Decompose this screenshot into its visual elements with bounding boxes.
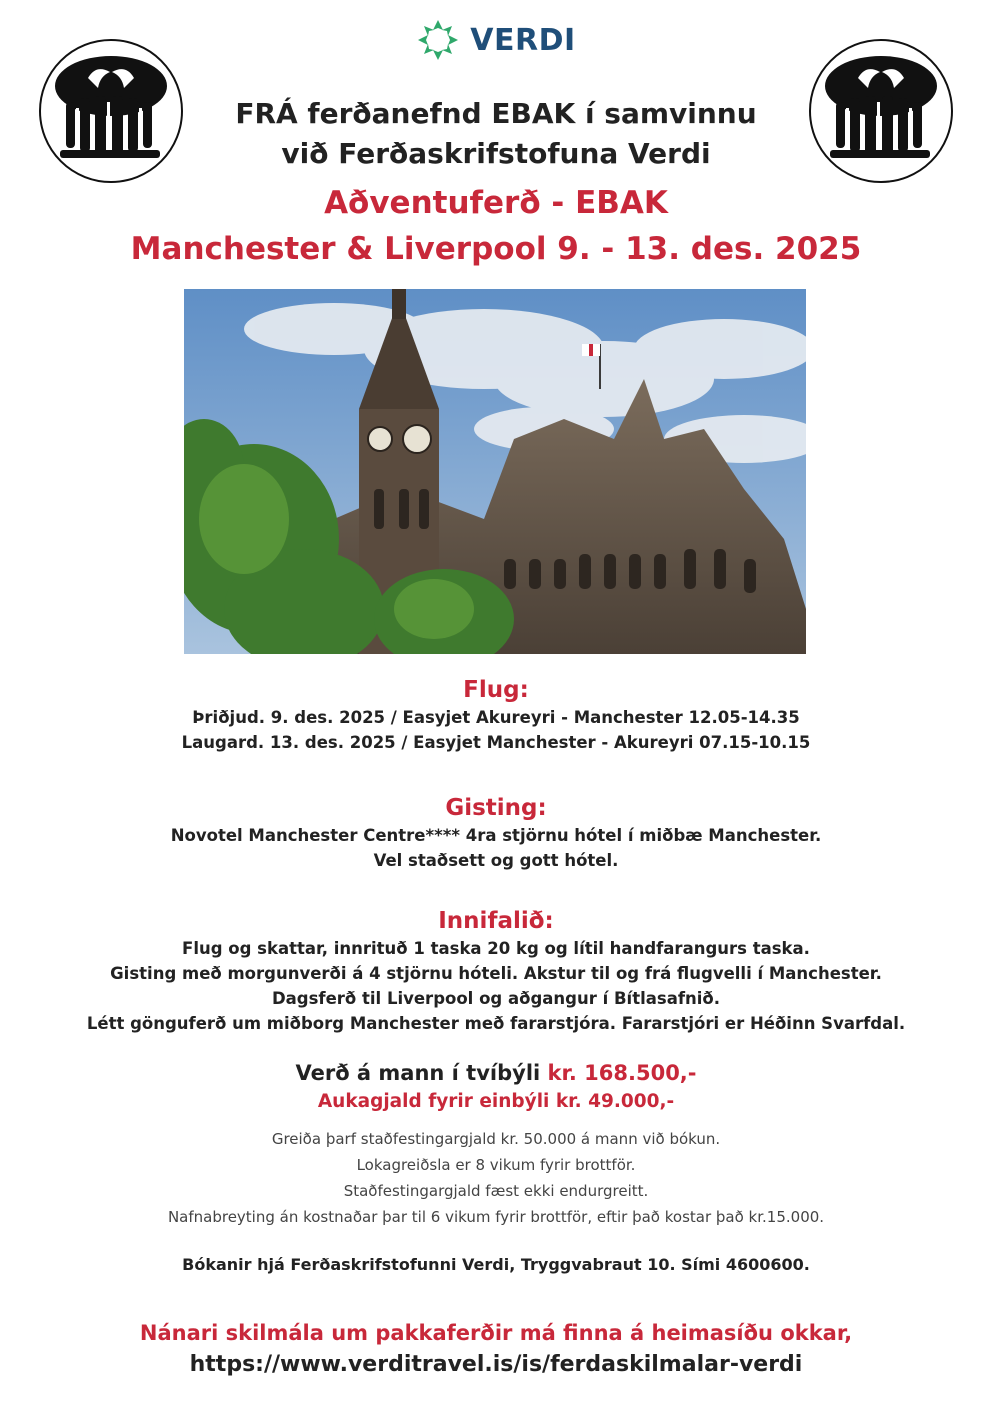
accommodation-section: [0, 793, 992, 873]
booking-info: Bókanir hjá Ferðaskrifstofunni Verdi, Tryggvabraut 10. Sími 4600600.: [182, 1255, 810, 1274]
accommodation-line: Vel staðsett og gott hótel.: [373, 851, 619, 870]
flight-line: Laugard. 13. des. 2025 / Easyjet Manchester - Akureyri 07.15-10.15: [181, 733, 811, 752]
footer: [0, 1318, 992, 1381]
brand-name: VERDI: [470, 22, 576, 58]
accommodation-title: Gisting:: [445, 795, 547, 821]
included-line: Flug og skattar, innrituð 1 taska 20 kg og lítil handfarangurs taska.: [182, 939, 810, 958]
flights-title: Flug:: [463, 677, 529, 703]
trip-title: Manchester & Liverpool 9. - 13. des. 2025: [130, 231, 862, 267]
title-block: [0, 180, 992, 272]
terms-line: Staðfestingargjald fæst ekki endurgreitt.: [343, 1182, 649, 1200]
price-amount: kr. 168.500,-: [547, 1061, 697, 1085]
flight-line: Þriðjud. 9. des. 2025 / Easyjet Akureyri - Manchester 12.05-14.35: [192, 708, 800, 727]
included-title: Innifalið:: [438, 908, 554, 934]
price-section: [0, 1058, 992, 1116]
single-supplement: Aukagjald fyrir einbýli kr. 49.000,-: [317, 1091, 675, 1112]
town-hall-photo: [184, 289, 806, 654]
included-line: Létt gönguferð um miðborg Manchester með fararstjóra. Fararstjóri er Héðinn Svarfdal.: [86, 1014, 906, 1033]
terms-line: Nafnabreyting án kostnaðar þar til 6 vikum fyrir brottför, eftir það kostar það kr.15.000.: [167, 1208, 825, 1226]
included-line: Gisting með morgunverði á 4 stjörnu hóteli. Akstur til og frá flugvelli í Manchester.: [110, 964, 882, 983]
included-line: Dagsferð til Liverpool og aðgangur í Bítlasafnið.: [271, 989, 721, 1008]
payment-terms: [0, 1126, 992, 1230]
accommodation-line: Novotel Manchester Centre**** 4ra stjörnu hótel í miðbæ Manchester.: [170, 826, 822, 845]
price-label: Verð á mann í tvíbýli: [295, 1061, 548, 1085]
verdi-star-icon: [416, 18, 460, 62]
price-line: [0, 1058, 992, 1088]
subtitle-line-2: við Ferðaskrifstofuna Verdi: [281, 137, 711, 170]
included-section: [0, 906, 992, 1036]
terms-note: Nánari skilmála um pakkaferðir má finna á heimasíðu okkar,: [139, 1321, 853, 1345]
subtitle-block: [0, 94, 992, 174]
terms-line: Lokagreiðsla er 8 vikum fyrir brottför.: [356, 1156, 636, 1174]
terms-line: Greiða þarf staðfestingargjald kr. 50.000 á mann við bókun.: [271, 1130, 721, 1148]
subtitle-line-1: FRÁ ferðanefnd EBAK í samvinnu: [235, 97, 757, 130]
flights-section: [0, 675, 992, 755]
page-title: Aðventuferð - EBAK: [324, 185, 668, 221]
terms-link[interactable]: https://www.verditravel.is/is/ferdaskilmalar-verdi: [189, 1352, 803, 1377]
